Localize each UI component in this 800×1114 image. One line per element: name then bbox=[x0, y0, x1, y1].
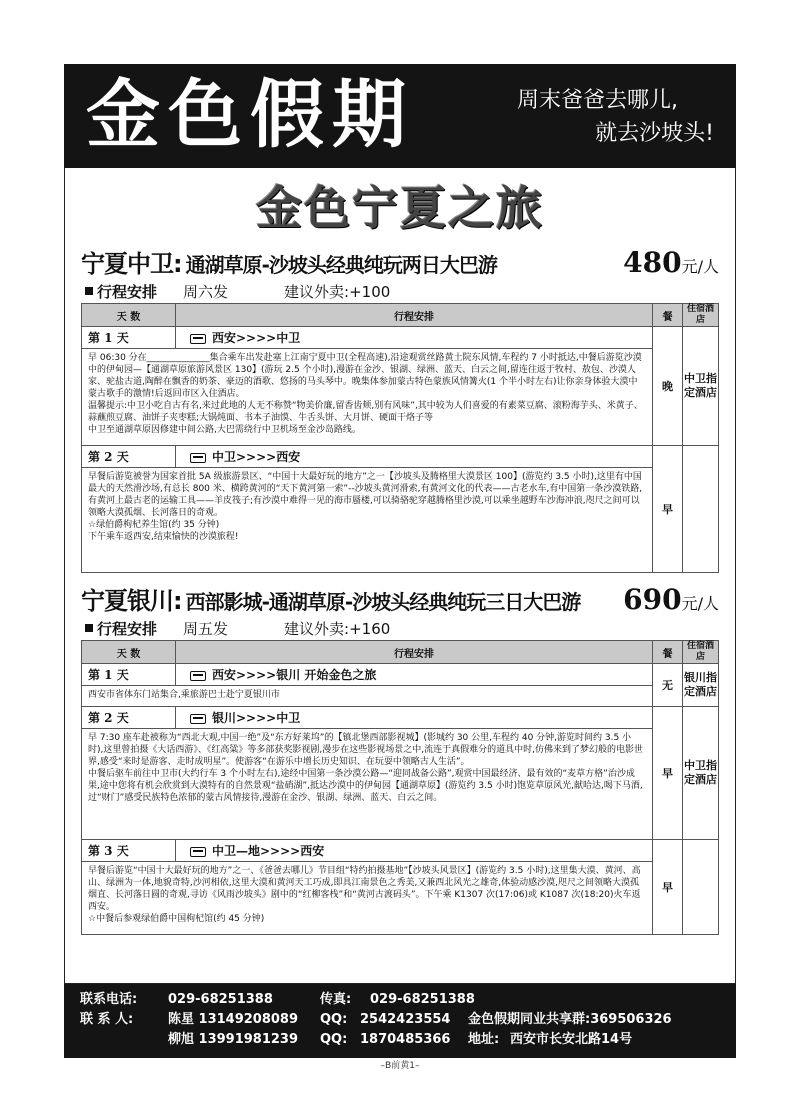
col-meal: 餐 bbox=[653, 304, 683, 327]
col-days: 天 数 bbox=[82, 641, 176, 664]
bus-icon bbox=[190, 671, 206, 681]
col-plan: 行程安排 bbox=[176, 641, 653, 664]
address: 西安市长安北路14号 bbox=[510, 1032, 633, 1047]
page-footer: –B前黄1– bbox=[380, 1061, 420, 1071]
day-hotel: 中卫指定酒店 bbox=[683, 327, 719, 446]
route-title-1 bbox=[81, 244, 719, 279]
qq-number-1: 2542423554 bbox=[360, 1012, 451, 1027]
day-route: 中卫>>>>西安 bbox=[176, 446, 653, 468]
fax-number: 029-68251388 bbox=[370, 992, 475, 1007]
col-meal: 餐 bbox=[653, 641, 683, 664]
meal-fee: 建议外卖:+100 bbox=[284, 282, 391, 301]
depart-day: 周五发 bbox=[183, 619, 229, 638]
qq-number-2: 1870485366 bbox=[360, 1032, 451, 1047]
contact-bar bbox=[64, 984, 736, 1058]
person-label: 联 系 人: bbox=[80, 1012, 134, 1027]
day-description: 早 06:30 分在______________集合乘车出发赴塞上江南宁夏中卫(全程高速),沿途观赏丝路黄土院东风情,车程约 7 小时抵达,中餐后游览沙漠中的伊甸园—【通湖草原旅游风景区 130】(游玩 2.5 个小时),漫游在金沙、银湖、绿洲、蓝天、白云之间,留连往返于牧村、敖包、沙漠人家、驼盐古道,陶醉在飘香的奶茶、豪迈的酒歌、悠扬的马头琴中。晚集体参加蒙古特色蒙族风情篝火(1 个半小时左右)让你亲身体验大漠中蒙古歌手的激情!后返回市区入住酒店。 温馨提示:中卫小吃自古有名,来过此地的人无不称赞“物美价廉,留香齿颊,别有风味”,其中较为人们喜爱的有素菜豆腐、滚粉海芋头、米黄子、蒜蘸煎豆腐、油饼子夹枣糕;大锅炖面、书本子油馍、牛舌头饼、大月饼、硬面干烙子等 中卫至通湖草原因修建中间公路,大巴需绕行中卫机场至金沙岛路线。 bbox=[82, 349, 653, 446]
day-label: 第 1 天 bbox=[82, 664, 176, 686]
col-hotel: 住宿酒店 bbox=[683, 304, 719, 327]
contact-person-2: 柳旭 13991981239 bbox=[168, 1032, 299, 1047]
address-label: 地址: bbox=[468, 1032, 500, 1047]
share-group: 金色假期同业共享群:369506326 bbox=[468, 1012, 672, 1027]
flyer bbox=[64, 64, 736, 1058]
day-description: 早餐后游览被誉为国家首批 5A 级旅游景区、“中国十大最好玩的地方”之一【沙坡头及腾格里大漠景区 100】(游览约 3.5 小时),这里有中国最大的天然滑沙场,有总长 800 米、横跨黄河的“天下黄河第一索”--沙坡头黄河滑索,有黄河文化的代表——古老水车,有中国第一条沙漠铁路,有黄河上最古老的运输工具——羊皮筏子;有沙漠中难得一见的海市蜃楼,可以骑骆驼穿越腾格里沙漠,可以乘坐越野车沙海冲浪,咫尺之间可以领略大漠孤烟、长河落日的奇观。 ☆绿伯爵枸杞养生馆(约 35 分钟) 下午乘车返西安,结束愉快的沙漠旅程! bbox=[82, 468, 653, 573]
tel-number: 029-68251388 bbox=[168, 992, 273, 1007]
day-description: 早餐后游览“中国十大最好玩的地方”之一、《爸爸去哪儿》节目组“特约拍摄基地”【沙坡头风景区】(游览约 3.5 小时),这里集大漠、黄河、高山、绿洲为一体,地貌奇特,沙河相依,这里大漠和黄河天工巧成,即具江南景色之秀美,又兼西北风光之雄奇,体验动感沙漠,咫尺之间领略大漠孤烟直、长河落日圆的奇观,寻访《风雨沙坡头》剧中的“红柳客栈”和“黄河古渡码头”。下午乘 K1307 次(17:06)或 K1087 次(18:20)火车返西安。 ☆中餐后参观绿伯爵中国枸杞馆(约 45 分钟) bbox=[82, 862, 653, 935]
schedule-label: 行程安排 bbox=[97, 619, 158, 638]
day-route: 银川>>>>中卫 bbox=[176, 707, 653, 729]
slogan bbox=[517, 84, 714, 150]
day-description: 早 7:30 座车赴被称为“西北大观,中国一绝”及“东方好莱坞”的【镇北堡西部影视城】(影城约 30 公里,车程约 40 分钟,游览时间约 3.5 小时),这里曾拍摄《大话西游》、《红高粱》等多部获奖影视剧,漫步在这些影视场景之中,流连于真假难分的道具中时,仿佛来到了梦幻般的电影世界,感受“来时是游客、走时成明星”。使游客“在游乐中增长历史知识、在玩耍中领略古人生活”。 中餐后驱车前往中卫市(大约行车 3 个小时左右),途经中国第一条沙漠公路—“迎同战备公路”,观赏中国最经济、最有效的“麦草方格”治沙成果,途中您将有机会欣赏到大漠特有的自然景观“盐硝湖”,抵达沙漠中的伊甸园【通湖草原】(游览约 3.5 小时)饱览草原风光,献哈达,喝下马酒,过“财门”感受民族特色浓郁的蒙古风情接待,漫游在金沙、银湖、绿洲、蓝天、白云之间。 bbox=[82, 729, 653, 840]
day-route: 西安>>>>银川 开始金色之旅 bbox=[176, 664, 653, 686]
meal-fee: 建议外卖:+160 bbox=[284, 619, 391, 638]
schedule-bar-2 bbox=[85, 616, 719, 640]
route-price: 480 bbox=[623, 246, 682, 279]
fax-label: 传真: bbox=[320, 992, 352, 1007]
day-hotel: 中卫指定酒店 bbox=[683, 707, 719, 840]
price-unit: 元/人 bbox=[681, 594, 719, 613]
square-bullet-icon bbox=[85, 287, 93, 295]
slogan-line-2: 就去沙坡头! bbox=[595, 121, 714, 146]
route-region: 宁夏中卫: bbox=[81, 250, 182, 278]
day-meal: 早 bbox=[653, 446, 683, 573]
schedule-label: 行程安排 bbox=[97, 282, 158, 301]
day-hotel bbox=[683, 840, 719, 935]
col-hotel: 住宿酒店 bbox=[683, 641, 719, 664]
route-title-2 bbox=[81, 581, 719, 616]
header-banner bbox=[64, 64, 736, 168]
route-desc: 西部影城-通湖草原-沙坡头经典纯玩三日大巴游 bbox=[185, 590, 581, 614]
day-meal: 无 bbox=[653, 664, 683, 707]
route-region: 宁夏银川: bbox=[81, 587, 182, 615]
route-price: 690 bbox=[623, 583, 682, 616]
itinerary-table-1 bbox=[81, 303, 719, 573]
bus-icon bbox=[190, 714, 206, 724]
price-unit: 元/人 bbox=[681, 257, 719, 276]
bus-icon bbox=[190, 847, 206, 857]
day-label: 第 2 天 bbox=[82, 446, 176, 468]
day-description: 西安市省体东门站集合,乘旅游巴士赴宁夏银川市 bbox=[82, 686, 653, 707]
square-bullet-icon bbox=[85, 624, 93, 632]
col-plan: 行程安排 bbox=[176, 304, 653, 327]
brand-logo: 金色假期 bbox=[86, 72, 414, 158]
depart-day: 周六发 bbox=[183, 282, 229, 301]
day-meal: 晚 bbox=[653, 327, 683, 446]
day-route: 中卫—地>>>>西安 bbox=[176, 840, 653, 862]
main-title: 金色宁夏之旅 bbox=[256, 181, 544, 235]
day-hotel: 银川指定酒店 bbox=[683, 664, 719, 707]
qq-label: QQ: bbox=[320, 1032, 348, 1047]
day-route: 西安>>>>中卫 bbox=[176, 327, 653, 349]
col-days: 天 数 bbox=[82, 304, 176, 327]
day-label: 第 1 天 bbox=[82, 327, 176, 349]
bus-icon bbox=[190, 453, 206, 463]
itinerary-table-2 bbox=[81, 640, 719, 935]
slogan-line-1: 周末爸爸去哪儿, bbox=[517, 88, 678, 113]
route-desc: 通湖草原-沙坡头经典纯玩两日大巴游 bbox=[185, 253, 497, 277]
day-meal: 早 bbox=[653, 840, 683, 935]
bus-icon bbox=[190, 334, 206, 344]
day-hotel bbox=[683, 446, 719, 573]
schedule-bar-1 bbox=[85, 279, 719, 303]
day-label: 第 2 天 bbox=[82, 707, 176, 729]
tel-label: 联系电话: bbox=[80, 992, 138, 1007]
contact-person-1: 陈星 13149208089 bbox=[168, 1012, 299, 1027]
day-meal: 早 bbox=[653, 707, 683, 840]
qq-label: QQ: bbox=[320, 1012, 348, 1027]
content-frame bbox=[64, 168, 736, 984]
day-label: 第 3 天 bbox=[82, 840, 176, 862]
